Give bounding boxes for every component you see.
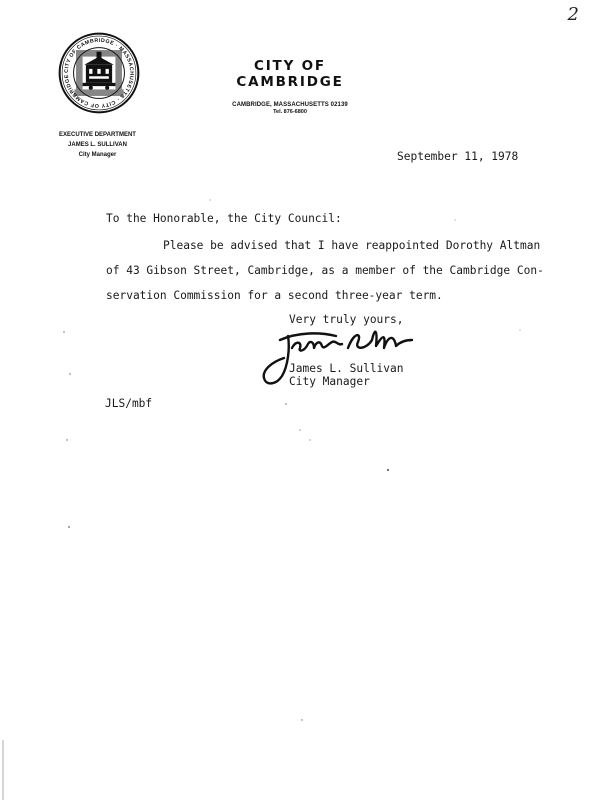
department-name: EXECUTIVE DEPARTMENT bbox=[59, 132, 136, 138]
letter-body-line: Please be advised that I have reappointed Dorothy Altman bbox=[163, 239, 541, 252]
signer-title: City Manager bbox=[289, 375, 370, 388]
department-head: JAMES L. SULLIVAN bbox=[68, 142, 127, 148]
letterhead bbox=[200, 58, 380, 115]
letterhead-telephone: Tel. 876-6800 bbox=[273, 109, 307, 115]
signer-name: James L. Sullivan bbox=[289, 362, 404, 375]
letter-date: September 11, 1978 bbox=[397, 150, 519, 163]
letterhead-address: CAMBRIDGE, MASSACHUSETTS 02139 bbox=[232, 102, 348, 108]
seal-text: CITY OF CAMBRIDGE · MASSACHUSETTS · CITY OF CAMBRIDGE bbox=[63, 37, 135, 109]
typist-initials: JLS/mbf bbox=[105, 397, 153, 410]
page-number: 2 bbox=[567, 4, 579, 25]
letter-salutation: To the Honorable, the City Council: bbox=[106, 212, 342, 225]
letter-body-line: servation Commission for a second three-year term. bbox=[106, 289, 443, 302]
city-seal bbox=[58, 32, 140, 114]
department-head-title: City Manager bbox=[78, 152, 117, 158]
letterhead-title: CITY OF CAMBRIDGE bbox=[236, 58, 344, 90]
letter-body-line: of 43 Gibson Street, Cambridge, as a member of the Cambridge Con- bbox=[106, 264, 544, 277]
letter-closing: Very truly yours, bbox=[289, 313, 404, 326]
department-block bbox=[40, 130, 155, 160]
